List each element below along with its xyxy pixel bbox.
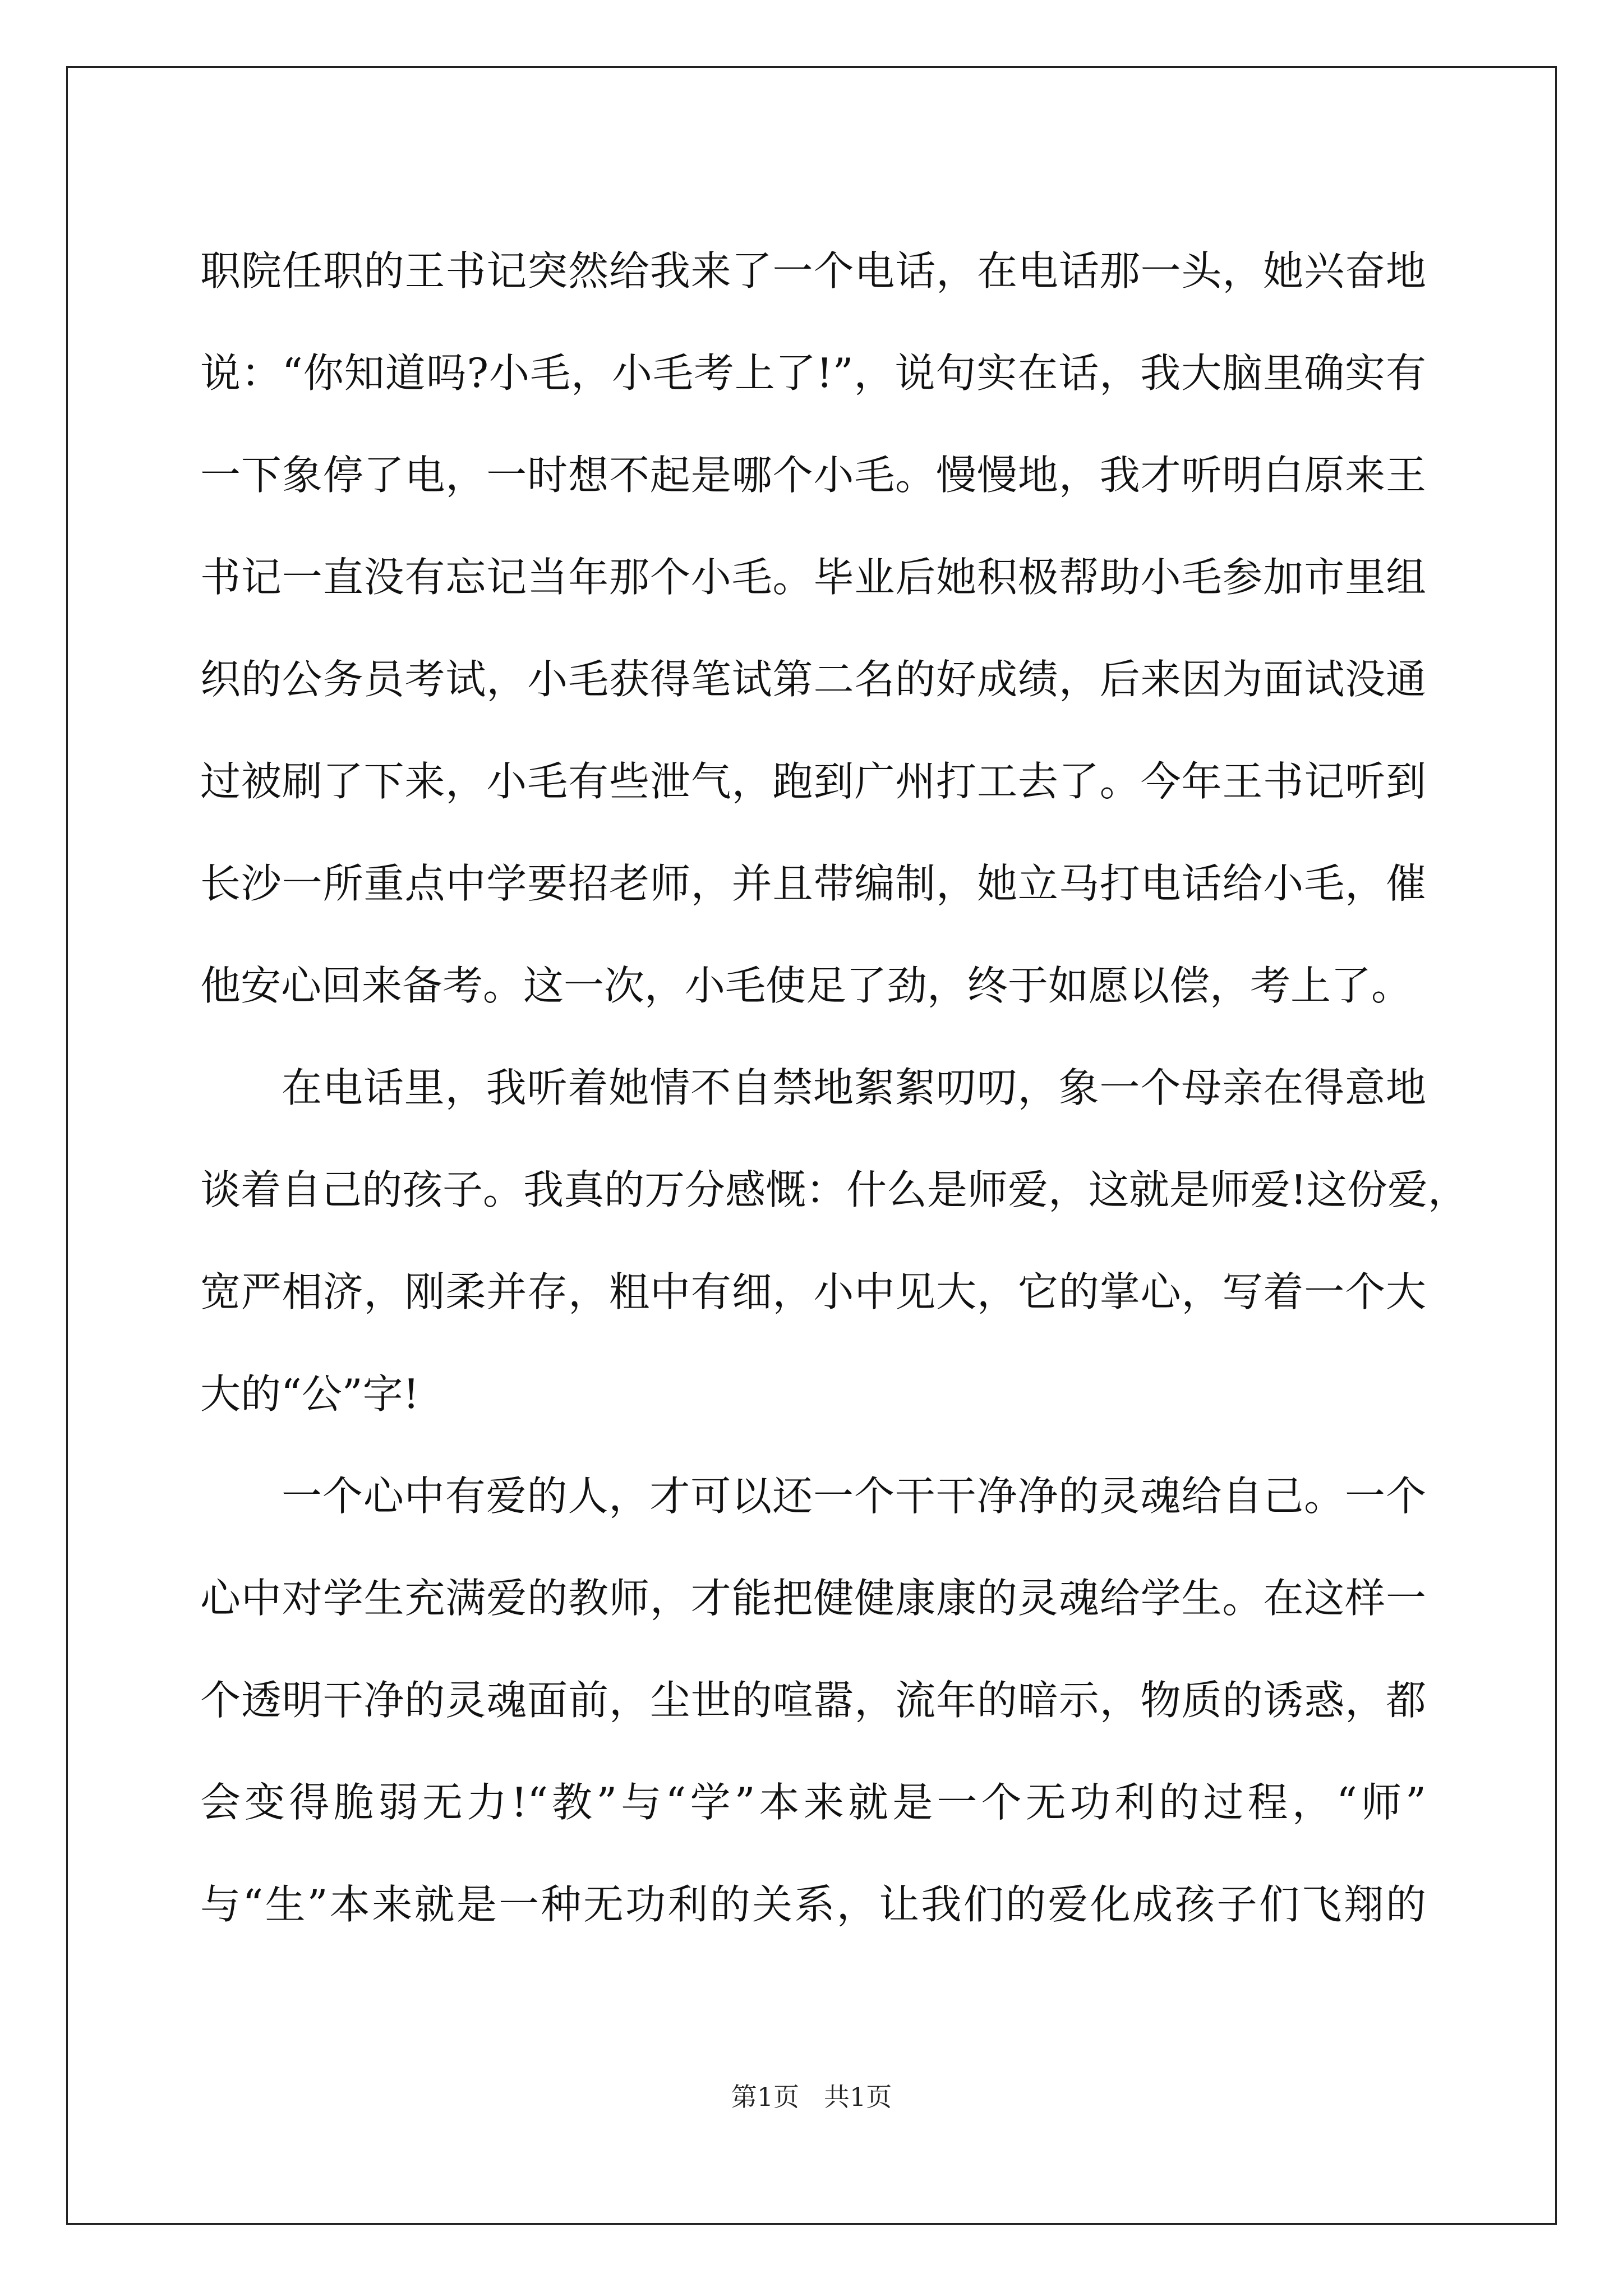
page-footer <box>0 2080 1623 2114</box>
text-line: 书记一直没有忘记当年那个小毛。毕业后她积极帮助小毛参加市里组 <box>200 554 1426 601</box>
text-line: 他安心回来备考。这一次，小毛使足了劲，终于如愿以偿，考上了。 <box>200 962 1412 1009</box>
text-line: 织的公务员考试，小毛获得笔试第二名的好成绩，后来因为面试没通 <box>200 656 1426 703</box>
text-line: 与“生”本来就是一种无功利的关系，让我们的爱化成孩子们飞翔的 <box>200 1881 1426 1928</box>
text-line: 心中对学生充满爱的教师，才能把健健康康的灵魂给学生。在这样一 <box>200 1575 1426 1622</box>
text-line: 个透明干净的灵魂面前，尘世的喧嚣，流年的暗示，物质的诱惑，都 <box>200 1677 1426 1724</box>
text-line: 宽严相济，刚柔并存，粗中有细，小中见大，它的掌心，写着一个大 <box>200 1268 1426 1315</box>
text-line: 过被刷了下来，小毛有些泄气，跑到广州打工去了。今年王书记听到 <box>200 758 1426 805</box>
paragraph-start-line: 一个心中有爱的人，才可以还一个干干净净的灵魂给自己。一个 <box>282 1473 1426 1520</box>
text-line: 会变得脆弱无力!“教”与“学”本来就是一个无功利的过程，“师” <box>200 1779 1426 1826</box>
page-total: 共1页 <box>824 2082 892 2112</box>
text-line: 职院任职的王书记突然给我来了一个电话，在电话那一头，她兴奋地 <box>200 247 1426 295</box>
text-line: 一下象停了电，一时想不起是哪个小毛。慢慢地，我才听明白原来王 <box>200 452 1426 499</box>
paragraph-start-line: 在电话里，我听着她情不自禁地絮絮叨叨，象一个母亲在得意地 <box>282 1064 1426 1111</box>
document-body <box>200 220 1468 1955</box>
text-line: 大的“公”字! <box>200 1370 419 1418</box>
text-line: 长沙一所重点中学要招老师，并且带编制，她立马打电话给小毛，催 <box>200 860 1426 907</box>
text-line: 谈着自己的孩子。我真的万分感慨：什么是师爱，这就是师爱!这份爱， <box>200 1166 1468 1213</box>
page-number: 第1页 <box>731 2082 799 2112</box>
text-line: 说：“你知道吗?小毛，小毛考上了!”，说句实在话，我大脑里确实有 <box>200 349 1426 397</box>
